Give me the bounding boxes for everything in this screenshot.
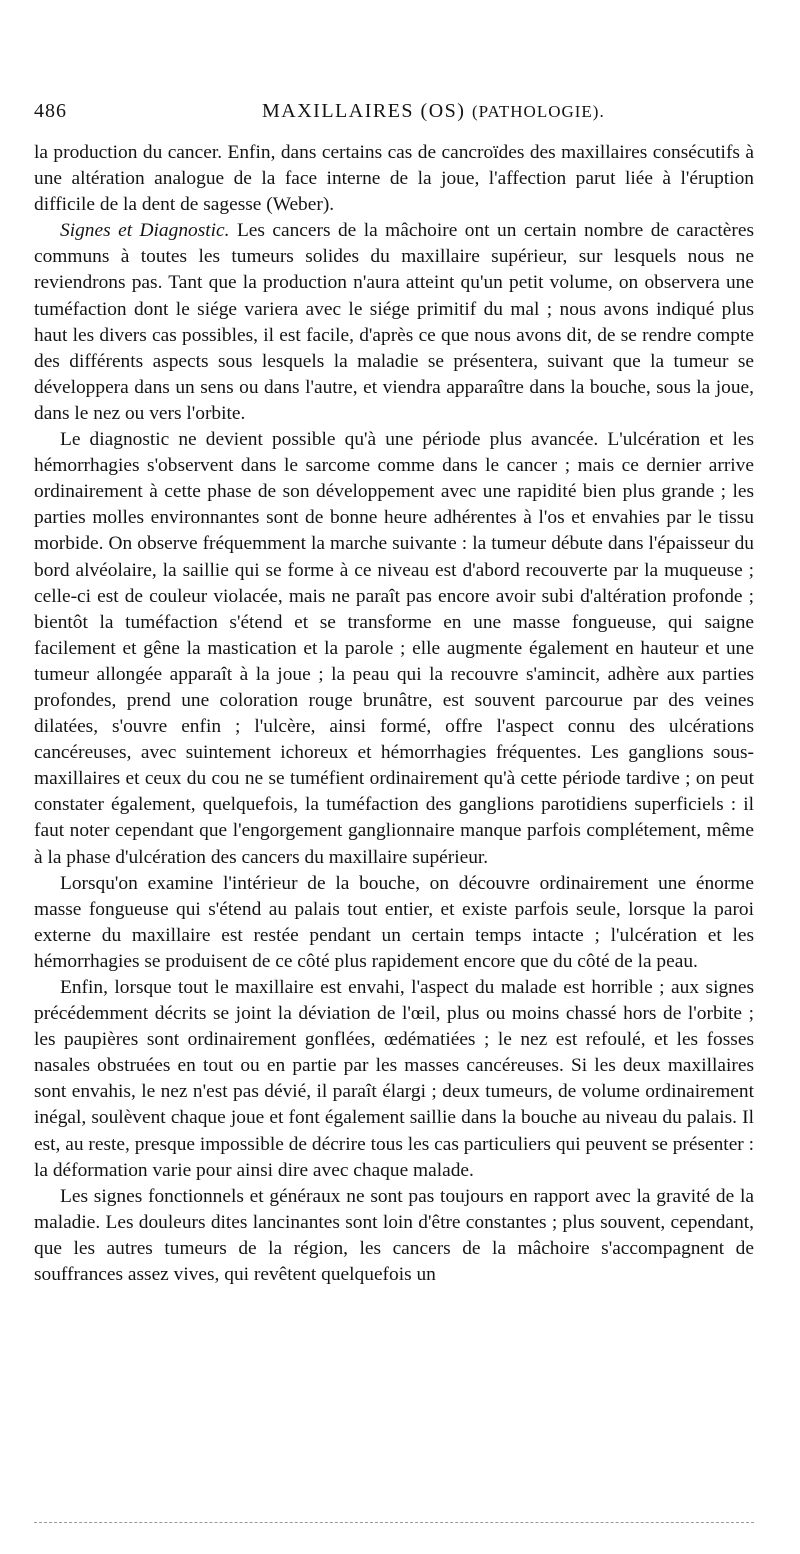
paragraph-text: Lorsqu'on examine l'intérieur de la bouche, on découvre ordinairement une énorme masse fongueuse qui s'étend au palais tout entier, et existe parfois seule, lorsque la paroi externe du maxillaire est restée pendant un certain temps intacte ; l'ulcération et les hémorrhagies se produisent de ce côté plus rapidement encore que du côté de la peau. [34,872,754,972]
paragraph-text: Enfin, lorsque tout le maxillaire est envahi, l'aspect du malade est horrible ; aux signes précédemment décrits se joint la déviation de l'œil, plus ou moins chassé hors de l'orbite ; les paupières sont ordinairement gonflées, œdématiées ; le nez est refoulé, et les fosses nasales obstruées en tout ou en partie par les masses cancéreuses. Si les deux maxillaires sont envahis, le nez n'est pas dévié, il paraît élargi ; deux tumeurs, de volume ordinairement inégal, soulèvent chaque joue et font également saillie dans la bouche au niveau du palais. Il est, au reste, presque impossible de décrire tous les cas particuliers qui peuvent se présenter : la déformation varie pour ainsi dire avec chaque malade. [34,977,754,1181]
paragraph-text: Les signes fonctionnels et généraux ne sont pas toujours en rapport avec la gravité de la maladie. Les douleurs dites lancinantes sont loin d'être constantes ; plus souvent, cependant, que les autres tumeurs de la région, les cancers de la mâchoire s'accompagnent de souffrances assez vives, qui revêtent quelquefois un [34,1185,754,1286]
bottom-rule [34,1522,754,1523]
paragraph-envahi [34,975,754,1184]
paragraph-signes-fonctionnels [34,1184,754,1288]
running-title-main: MAXILLAIRES (OS) [262,100,466,122]
body-text [34,140,754,1288]
page-number: 486 [34,100,67,122]
paragraph-text: Les cancers de la mâchoire ont un certain nombre de caractères communs à toutes les tumeurs solides du maxillaire supérieur, sur lesquels nous ne reviendrons pas. Tant que la production n'aura atteint qu'un petit volume, on observera une tuméfaction dont le siége variera avec le siége primitif du mal ; nous avons indiqué plus haut les divers cas possibles, il est facile, d'après ce que nous avons dit, de se rendre compte des différents aspects sous lesquels la maladie se présentera, suivant que la tumeur se développera dans un sens ou dans l'autre, et viendra apparaître dans la bouche, sous la joue, dans le nez ou vers l'orbite. [34,220,754,424]
paragraph-signes-diagnostic [34,218,754,427]
paragraph-text: la production du cancer. Enfin, dans certains cas de cancroïdes des maxillaires consécutifs à une altération analogue de la face interne de la joue, l'affection parut liée à l'éruption difficile de la dent de sagesse (Weber). [34,142,754,216]
running-header [34,96,760,130]
paragraph-text: Le diagnostic ne devient possible qu'à une période plus avancée. L'ulcération et les hémorrhagies s'observent dans le sarcome comme dans le cancer ; mais ce dernier arrive ordinairement à cette phase de son développement avec une rapidité bien plus grande ; les parties molles environnantes sont de bonne heure adhérentes à l'os et envahies par le tissu morbide. On observe fréquemment la marche suivante : la tumeur débute dans l'épaisseur du bord alvéolaire, la saillie qui se forme à ce niveau est d'abord recouverte par la muqueuse ; celle-ci est de couleur violacée, mais ne paraît pas encore avoir subi d'altération profonde ; bientôt la tuméfaction s'étend et se transforme en une masse fongueuse, qui saigne facilement et gêne la mastication et la parole ; elle augmente également en hauteur et une tumeur allongée apparaît à la joue ; la peau qui la recouvre s'amincit, adhère aux parties profondes, prend une coloration rouge brunâtre, est souvent parcourue par des veines dilatées, s'ouvre enfin ; l'ulcère, ainsi formé, offre l'aspect connu des ulcérations cancéreuses, avec suintement ichoreux et hémorrhagies fréquentes. Les ganglions sous-maxillaires et ceux du cou ne se tuméfient ordinairement qu'à cette période tardive ; on peut constater également, quelquefois, la tuméfaction des ganglions parotidiens superficiels : il faut noter cependant que l'engorgement ganglionnaire manque parfois complétement, même à la phase d'ulcération des cancers du maxillaire supérieur. [34,429,754,868]
paragraph-bouche [34,871,754,975]
paragraph-continuation [34,140,754,218]
paragraph-diagnostic [34,427,754,871]
running-title [262,100,605,123]
section-heading: Signes et Diagnostic. [60,220,230,242]
running-title-section: (PATHOLOGIE). [471,102,605,121]
